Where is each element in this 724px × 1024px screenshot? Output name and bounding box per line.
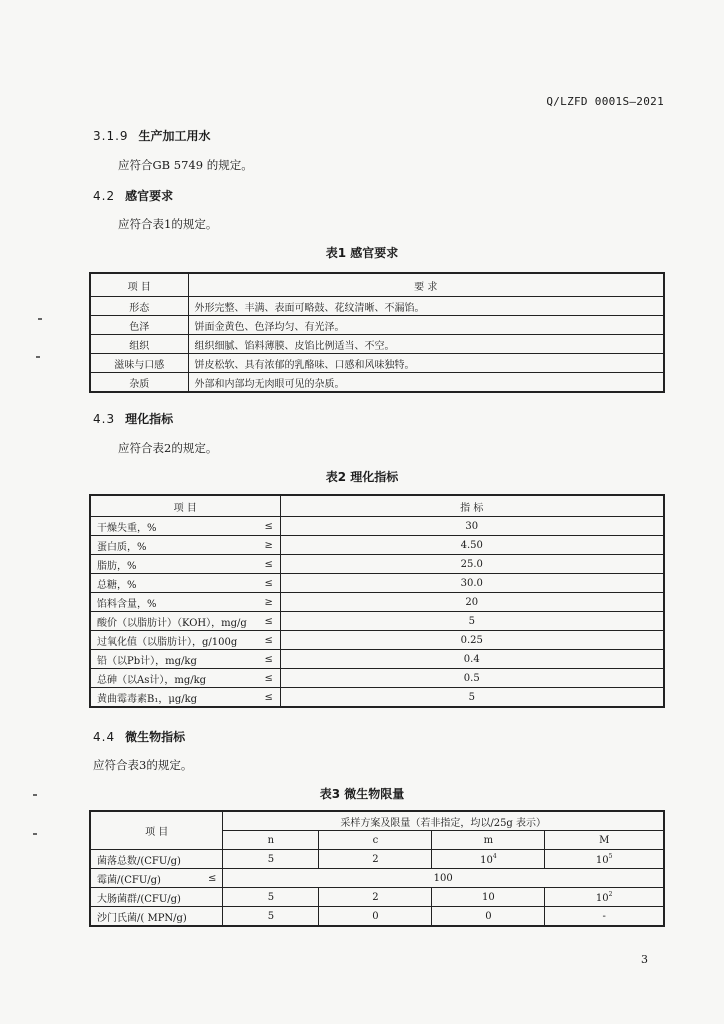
table-cell: 色泽 bbox=[90, 316, 188, 335]
table1-caption: 表1 感官要求 bbox=[325, 246, 399, 260]
table-cell: 5 bbox=[223, 888, 319, 907]
table-row bbox=[90, 574, 664, 593]
power-exponent: 4 bbox=[492, 852, 497, 860]
table-row bbox=[90, 631, 664, 650]
table-row bbox=[90, 316, 664, 335]
table-cell: 馅料含量，% bbox=[90, 593, 258, 612]
table-cell: ≤ bbox=[258, 555, 280, 574]
table-row bbox=[90, 888, 664, 907]
section-title: 微生物指标 bbox=[125, 730, 186, 744]
table-row bbox=[90, 850, 664, 869]
table-row bbox=[90, 373, 664, 393]
table-header-cell: 要 求 bbox=[188, 273, 664, 297]
table-cell: 脂肪，% bbox=[90, 555, 258, 574]
table-cell: 酸价（以脂肪计）（KOH），mg/g bbox=[90, 612, 258, 631]
table-cell: 总砷（以As计），mg/kg bbox=[90, 669, 258, 688]
table-cell: 饼面金黄色、色泽均匀、有光泽。 bbox=[188, 316, 664, 335]
table-cell bbox=[545, 888, 664, 907]
table-row bbox=[90, 688, 664, 708]
table-cell: 蛋白质，% bbox=[90, 536, 258, 555]
scan-mark bbox=[38, 318, 42, 320]
table-cell: 100 bbox=[223, 869, 664, 888]
table-cell: 黄曲霉毒素B₁，μg/kg bbox=[90, 688, 258, 708]
section-number: 3.1.9 bbox=[93, 129, 129, 143]
table-row bbox=[90, 593, 664, 612]
section-4-3-text: 应符合表2的规定。 bbox=[118, 441, 218, 455]
table-row bbox=[90, 517, 664, 536]
table-header-cell: 项 目 bbox=[90, 495, 280, 517]
section-4-2-heading bbox=[93, 187, 173, 204]
table-header-cell: 项 目 bbox=[90, 273, 188, 297]
table-cell: 30 bbox=[280, 517, 664, 536]
table-cell: 25.0 bbox=[280, 555, 664, 574]
table-header-cell: c bbox=[319, 831, 432, 850]
power-base: 10 bbox=[480, 854, 493, 866]
table-cell: 大肠菌群/(CFU/g) bbox=[90, 888, 223, 907]
power-base: 10 bbox=[482, 891, 495, 903]
table3-microbial bbox=[89, 810, 665, 927]
table-row bbox=[90, 297, 664, 316]
section-4-4-heading bbox=[93, 728, 185, 745]
table-row bbox=[90, 869, 664, 888]
table-cell: ≤ bbox=[258, 688, 280, 708]
section-4-2-text: 应符合表1的规定。 bbox=[118, 217, 218, 231]
table-cell: 杂质 bbox=[90, 373, 188, 393]
table-cell: 组织 bbox=[90, 335, 188, 354]
table1-sensory bbox=[89, 272, 665, 393]
table-row bbox=[90, 536, 664, 555]
table-cell: 5 bbox=[280, 612, 664, 631]
scan-mark bbox=[33, 794, 37, 796]
section-4-3-heading bbox=[93, 410, 173, 427]
table-header-cell: 项 目 bbox=[90, 811, 223, 850]
section-number: 4.2 bbox=[93, 189, 116, 203]
section-number: 4.3 bbox=[93, 412, 116, 426]
table-cell: 5 bbox=[280, 688, 664, 708]
table-cell bbox=[545, 850, 664, 869]
table-cell: 30.0 bbox=[280, 574, 664, 593]
table-header-cell: m bbox=[432, 831, 545, 850]
table-cell: 饼皮松软、具有浓郁的乳酪味、口感和风味独特。 bbox=[188, 354, 664, 373]
table-row bbox=[90, 354, 664, 373]
table-cell: 菌落总数/(CFU/g) bbox=[90, 850, 223, 869]
table-cell: 0.4 bbox=[280, 650, 664, 669]
table-header-cell: 指 标 bbox=[280, 495, 664, 517]
table-cell: ≥ bbox=[258, 593, 280, 612]
table-row bbox=[90, 555, 664, 574]
scan-mark bbox=[36, 356, 40, 358]
table-cell: 20 bbox=[280, 593, 664, 612]
table-cell: ≤ bbox=[258, 612, 280, 631]
table-header-cell: 采样方案及限量（若非指定，均以/25g 表示） bbox=[223, 811, 664, 831]
table-cell: 干燥失重，% bbox=[90, 517, 258, 536]
table-cell: 霉菌/(CFU/g) bbox=[90, 869, 202, 888]
table-row bbox=[90, 335, 664, 354]
table-header-row bbox=[90, 811, 664, 831]
section-title: 生产加工用水 bbox=[138, 129, 211, 143]
table-cell: 2 bbox=[319, 888, 432, 907]
table-cell bbox=[432, 888, 545, 907]
power-base: 10 bbox=[595, 892, 609, 904]
table-cell: 过氧化值（以脂肪计），g/100g bbox=[90, 631, 258, 650]
section-4-4-text: 应符合表3的规定。 bbox=[93, 758, 193, 772]
table-cell: 总糖，% bbox=[90, 574, 258, 593]
section-3-1-9-text: 应符合GB 5749 的规定。 bbox=[118, 158, 253, 172]
table-cell: 2 bbox=[319, 850, 432, 869]
table2-caption: 表2 理化指标 bbox=[325, 470, 399, 484]
table-cell: 铅（以Pb计），mg/kg bbox=[90, 650, 258, 669]
table-cell: 0.25 bbox=[280, 631, 664, 650]
table-cell: ≥ bbox=[258, 536, 280, 555]
table-cell: 4.50 bbox=[280, 536, 664, 555]
table-cell: ≤ bbox=[202, 869, 223, 888]
table-cell: 形态 bbox=[90, 297, 188, 316]
table-cell: 组织细腻、馅料薄膜、皮馅比例适当、不空。 bbox=[188, 335, 664, 354]
table-row bbox=[90, 612, 664, 631]
section-number: 4.4 bbox=[93, 730, 116, 744]
table-cell: 沙门氏菌/( MPN/g) bbox=[90, 907, 223, 927]
table-header-row bbox=[90, 495, 664, 517]
power-base: 10 bbox=[595, 854, 609, 866]
section-3-1-9-heading bbox=[93, 127, 211, 144]
table-cell: ≤ bbox=[258, 574, 280, 593]
table-cell: ≤ bbox=[258, 650, 280, 669]
table-header-cell: n bbox=[223, 831, 319, 850]
table-cell: ≤ bbox=[258, 669, 280, 688]
table2-physicochemical bbox=[89, 494, 665, 708]
table-cell: 5 bbox=[223, 907, 319, 927]
table-cell: 滋味与口感 bbox=[90, 354, 188, 373]
section-title: 理化指标 bbox=[125, 412, 174, 426]
table-cell: - bbox=[545, 907, 664, 927]
table-cell: 5 bbox=[223, 850, 319, 869]
power-exponent: 2 bbox=[608, 890, 613, 898]
table-cell: 0 bbox=[319, 907, 432, 927]
table-cell: ≤ bbox=[258, 517, 280, 536]
page-number: 3 bbox=[641, 953, 648, 966]
table-cell: 外部和内部均无肉眼可见的杂质。 bbox=[188, 373, 664, 393]
table-row bbox=[90, 650, 664, 669]
scan-mark bbox=[33, 833, 37, 835]
table-header-row bbox=[90, 273, 664, 297]
table-cell bbox=[432, 850, 545, 869]
table-cell: 0.5 bbox=[280, 669, 664, 688]
document-code: Q/LZFD 0001S—2021 bbox=[546, 95, 664, 108]
table-cell: 0 bbox=[432, 907, 545, 927]
table-row bbox=[90, 907, 664, 927]
table-cell: ≤ bbox=[258, 631, 280, 650]
table-cell: 外形完整、丰满、表面可略鼓、花纹清晰、不漏馅。 bbox=[188, 297, 664, 316]
power-exponent: 5 bbox=[608, 852, 613, 860]
table3-caption: 表3 微生物限量 bbox=[319, 787, 405, 801]
table-header-cell: M bbox=[545, 831, 664, 850]
table-row bbox=[90, 669, 664, 688]
section-title: 感官要求 bbox=[125, 189, 174, 203]
